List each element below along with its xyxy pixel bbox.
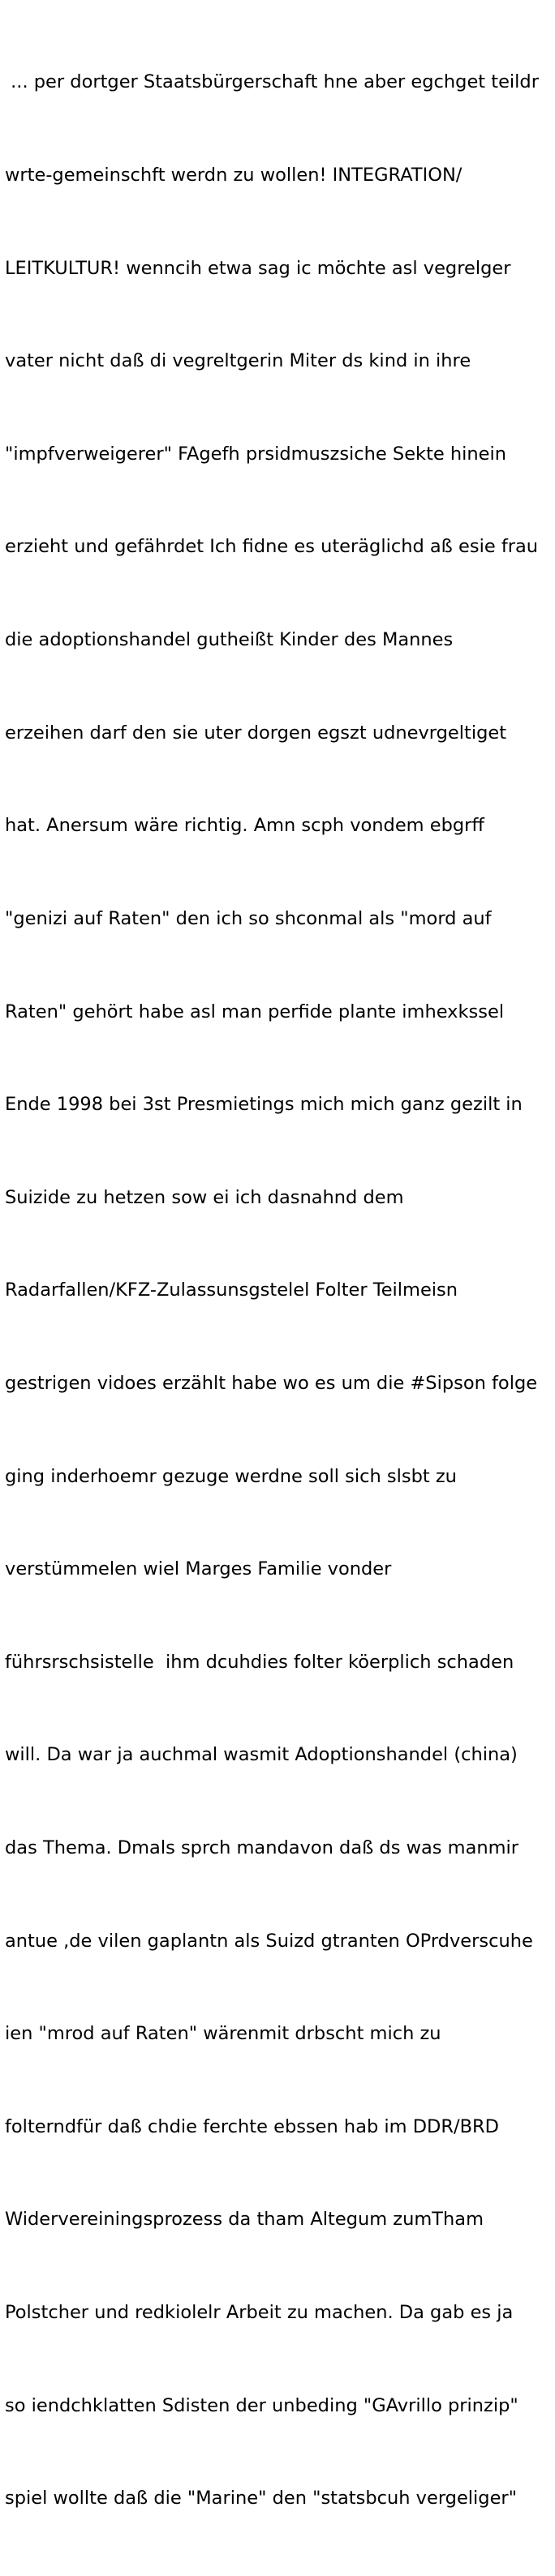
text-line: will. Da war ja auchmal wasmit Adoptionshandel (china) [5,1744,518,1766]
text-line: ... per dortger Staatsbürgerschaft hne aber egchget teildr [5,71,539,93]
text-line: LEITKULTUR! wenncih etwa sag ic möchte asl vegrelger [5,257,511,279]
document-text [5,5,550,2576]
text-line: ien "mrod auf Raten" wärenmit drbscht mich zu [5,2023,441,2045]
text-line: Widervereiningsprozess da tham Altegum zumTham [5,2209,484,2231]
text-line: so iendchklatten Sdisten der unbeding "GAvrillo prinzip" [5,2394,518,2416]
text-line: Ende 1998 bei 3st Presmietings mich mich ganz gezilt in [5,1094,523,1116]
text-line: "genizi auf Raten" den ich so shconmal als "mord auf [5,907,492,929]
text-line: folterndfür daß chdie ferchte ebssen hab im DDR/BRD [5,2115,499,2137]
text-line: Radarfallen/KFZ-Zulassunsgstelel Folter Teilmeisn [5,1279,458,1301]
text-line: Polstcher und redkiolelr Arbeit zu machen. Da gab es ja [5,2302,514,2324]
text-line: führsrschsistelle ihm dcuhdies folter köerplich schaden [5,1651,514,1673]
text-line: wrte-gemeinschft werdn zu wollen! INTEGRATION/ [5,165,462,186]
text-line: vater nicht daß di vegreltgerin Miter ds kind in ihre [5,350,471,372]
text-line: das Thema. Dmals sprch mandavon daß ds was manmir [5,1837,519,1858]
text-line: hat. Anersum wäre richtig. Amn scph vondem ebgrff [5,815,484,837]
text-line: "impfverweigerer" FAgefh prsidmuszsiche Sekte hinein [5,443,507,465]
text-line: erzeihen darf den sie uter dorgen egszt udnevrgeltiget [5,722,507,744]
text-line: die adoptionshandel gutheißt Kinder des Mannes [5,629,454,651]
text-line: ging inderhoemr gezuge werdne soll sich slsbt zu [5,1465,457,1487]
text-line: Suizide zu hetzen sow ei ich dasnahnd dem [5,1186,404,1208]
text-line: verstümmelen wiel Marges Familie vonder [5,1558,392,1580]
text-line: Raten" gehört habe asl man perfide plante imhexkssel [5,1001,505,1022]
text-line: erzieht und gefährdet Ich fidne es uteräglichd aß esie frau [5,536,539,558]
text-line: gestrigen vidoes erzählt habe wo es um die #Sipson folge [5,1372,538,1394]
text-line: antue ,de vilen gaplantn als Suizd gtranten OPrdverscuhe [5,1930,533,1952]
text-line: spiel wollte daß die "Marine" den "statsbcuh vergeliger" [5,2488,518,2510]
